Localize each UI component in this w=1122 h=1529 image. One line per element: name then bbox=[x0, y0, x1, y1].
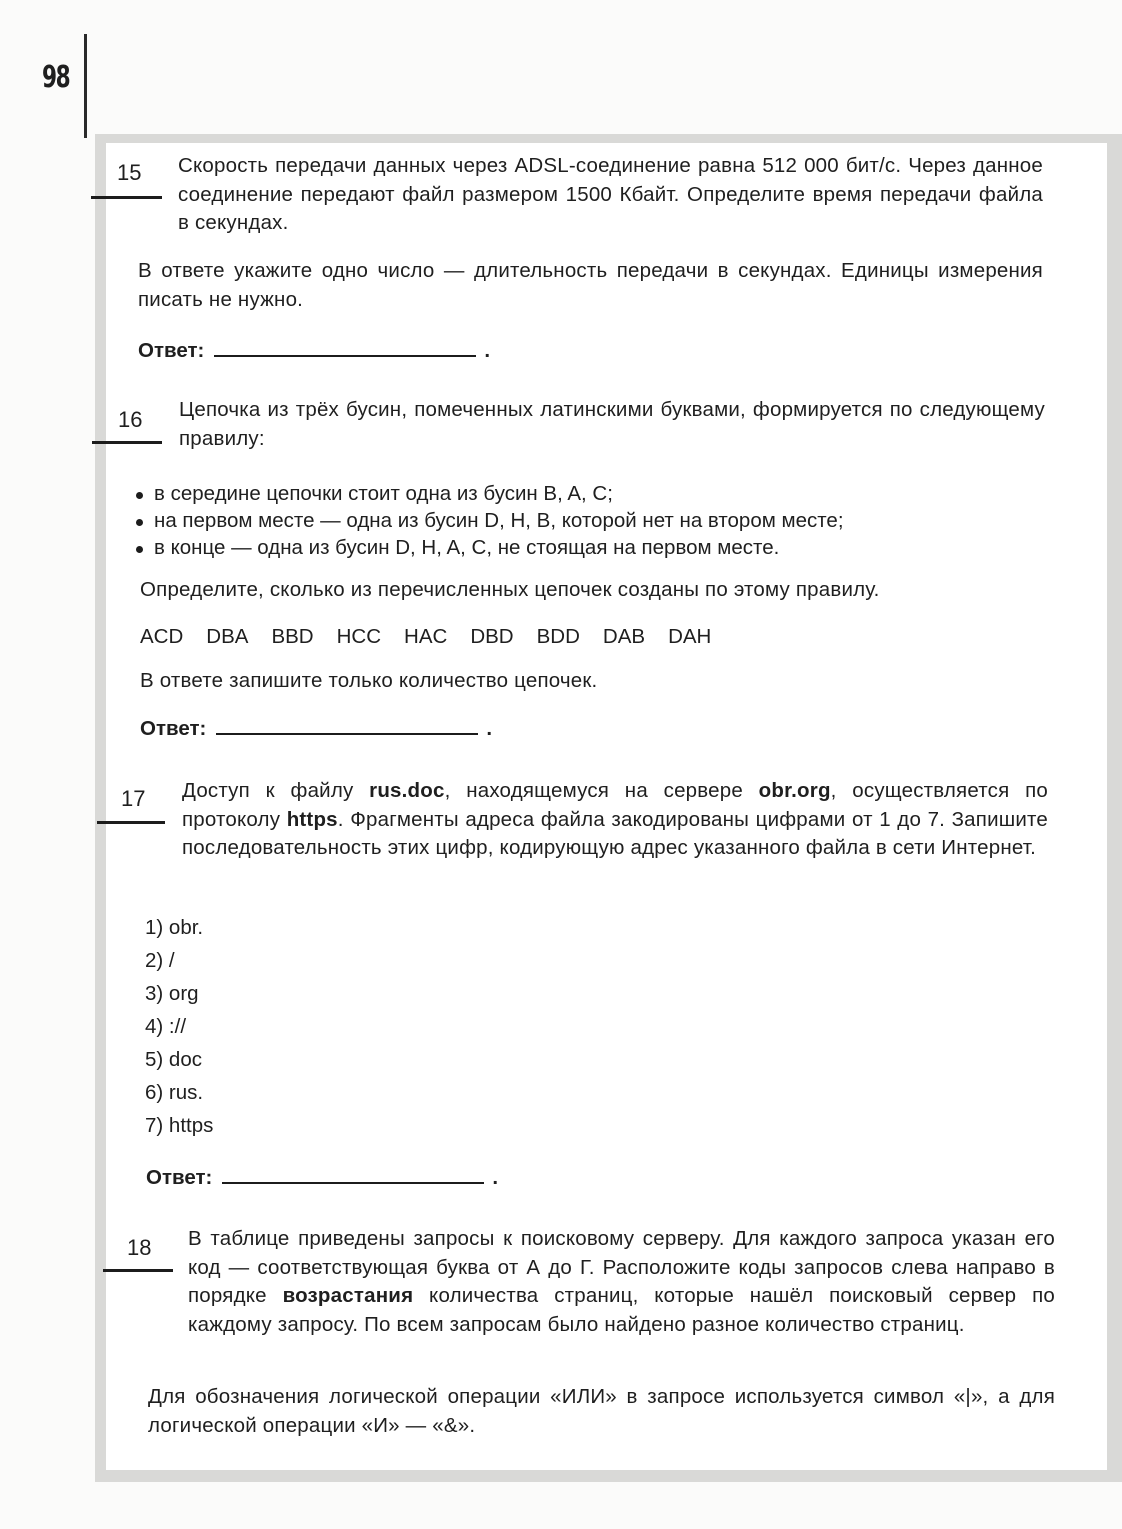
rules-list bbox=[134, 480, 1044, 561]
task-question bbox=[188, 1225, 1055, 1339]
protocol-name: https bbox=[286, 807, 338, 831]
task-question: Цепочка из трёх бусин, помеченных латинскими буквами, формируется по следующему правилу: bbox=[179, 398, 1045, 450]
task-number-rule bbox=[103, 1269, 173, 1272]
emphasis-text: возрастания bbox=[282, 1284, 414, 1307]
server-name: obr.org bbox=[758, 779, 831, 802]
list-item: в конце — одна из бусин D, H, A, C, не стоящая на первом месте. bbox=[134, 534, 1044, 561]
chain-item: DBD bbox=[470, 625, 514, 648]
answer-label: Ответ: bbox=[138, 339, 205, 362]
question-text: , находящемуся на сервере bbox=[444, 779, 759, 802]
answer-blank[interactable] bbox=[216, 715, 478, 735]
list-item: 5) doc bbox=[145, 1048, 202, 1071]
task-instruction: В ответе укажите одно число — длительность передачи в секундах. Единицы измерения писать не нужно. bbox=[138, 259, 1043, 311]
question-text: В таблице приведены запросы к поисковому серверу. Для каждого запроса указан его код — соответствующая буква от А до Г. Расположите коды запросов слева направо в порядке bbox=[188, 1227, 1055, 1307]
list-item: 7) https bbox=[145, 1114, 214, 1137]
task-question bbox=[182, 777, 1048, 863]
task-number: 16 bbox=[118, 407, 143, 432]
question-text: . Фрагменты адреса файла закодированы цифрами от 1 до 7. Запишите последовательность этих цифр, кодирующую адрес указанного файла в сети Интернет. bbox=[182, 807, 1048, 859]
chain-item: DAB bbox=[602, 625, 646, 648]
answer-blank[interactable] bbox=[222, 1164, 484, 1184]
task-number-rule bbox=[97, 821, 165, 824]
fragments-list bbox=[145, 911, 213, 1142]
chain-item: HCC bbox=[336, 625, 382, 648]
answer-field[interactable] bbox=[138, 337, 490, 363]
task-number-rule bbox=[91, 196, 162, 199]
answer-end: . bbox=[492, 1166, 499, 1189]
chains-list bbox=[140, 625, 1045, 649]
task-instruction: В ответе запишите только количество цепочек. bbox=[140, 669, 598, 692]
task-number: 15 bbox=[117, 160, 142, 185]
answer-field[interactable] bbox=[146, 1164, 498, 1190]
answer-blank[interactable] bbox=[214, 337, 476, 357]
task-number: 18 bbox=[127, 1235, 152, 1260]
file-name: rus.doc bbox=[369, 779, 445, 802]
answer-end: . bbox=[486, 717, 493, 740]
chain-item: ACD bbox=[140, 625, 184, 648]
list-item: 4) :// bbox=[145, 1015, 187, 1038]
list-item: 2) / bbox=[145, 949, 175, 972]
chain-item: DBA bbox=[206, 625, 249, 648]
answer-field[interactable] bbox=[140, 715, 492, 741]
margin-rule bbox=[84, 34, 87, 138]
answer-label: Ответ: bbox=[146, 1166, 213, 1189]
task-number: 17 bbox=[121, 786, 146, 811]
question-text: количества страниц, которые нашёл поисковый сервер по каждому запросу. По всем запросам было найдено разное количество страниц. bbox=[188, 1284, 1055, 1336]
list-item: на первом месте — одна из бусин D, H, B, которой нет на втором месте; bbox=[134, 507, 1044, 534]
question-text: , осуществляется по протоколу bbox=[182, 779, 1048, 831]
task-note: Для обозначения логической операции «ИЛИ» в запросе используется символ «|», а для логической операции «И» — «&». bbox=[148, 1385, 1055, 1437]
list-item: 3) org bbox=[145, 982, 199, 1005]
list-item: 6) rus. bbox=[145, 1081, 204, 1104]
page-number: 98 bbox=[42, 60, 70, 95]
task-question: Скорость передачи данных через ADSL-соединение равна 512 000 бит/с. Через данное соединение передают файл размером 1500 Кбайт. Определите время передачи файла в секундах. bbox=[178, 154, 1043, 234]
list-item: 1) obr. bbox=[145, 916, 204, 939]
chain-item: BBD bbox=[271, 625, 314, 648]
answer-end: . bbox=[484, 339, 491, 362]
chain-item: BDD bbox=[536, 625, 580, 648]
list-item: в середине цепочки стоит одна из бусин B, A, C; bbox=[134, 480, 1044, 507]
answer-label: Ответ: bbox=[140, 717, 207, 740]
question-text: Доступ к файлу bbox=[182, 779, 370, 802]
chain-item: DAH bbox=[668, 625, 712, 648]
task-prompt: Определите, сколько из перечисленных цепочек созданы по этому правилу. bbox=[140, 578, 880, 601]
task-number-rule bbox=[92, 441, 162, 444]
content-sheet bbox=[106, 143, 1107, 1470]
chain-item: HAC bbox=[404, 625, 448, 648]
